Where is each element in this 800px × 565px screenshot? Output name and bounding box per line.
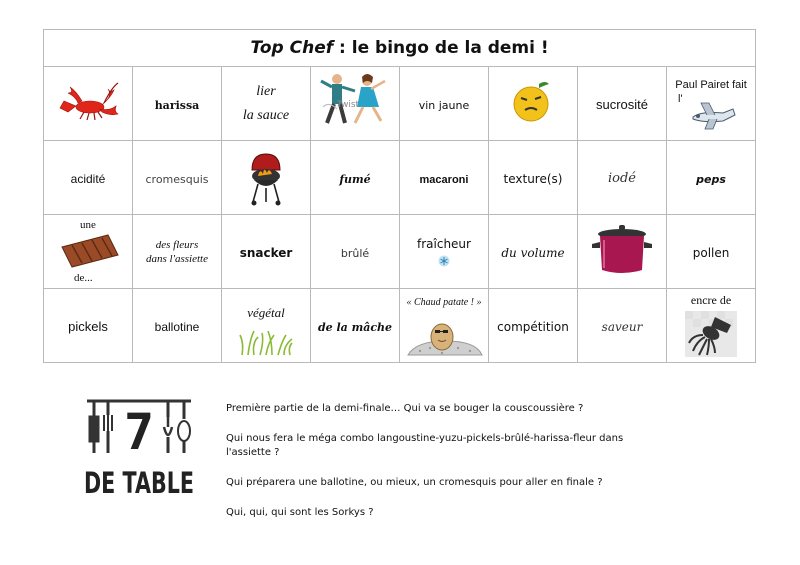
word-l: l': [678, 93, 683, 105]
word-peps: peps: [696, 173, 726, 186]
word-pickels: pickels: [68, 318, 108, 334]
plane-icon: [689, 99, 739, 131]
word-chaud-patate: « Chaud patate ! »: [406, 297, 482, 308]
word-de: de...: [74, 272, 93, 284]
note-line: Qui, qui, qui sont les Sorkys ?: [226, 507, 374, 518]
cell-patate: [400, 289, 489, 363]
word-une: une: [80, 219, 96, 231]
cell-acidite: [44, 141, 133, 215]
title-brand: Top Chef: [250, 38, 334, 58]
word-cromesquis: cromesquis: [145, 173, 209, 186]
word-brule: brûlé: [340, 247, 370, 260]
word-de-la-mache: de la mâche: [317, 321, 393, 334]
cell-harissa: [133, 67, 222, 141]
cell-fraicheur: [400, 215, 489, 289]
word-acidite: acidité: [70, 172, 106, 186]
cell-lier-la-sauce: [222, 67, 311, 141]
note-line: Qui nous fera le méga combo langoustine-yuzu-pickels-brûlé-harissa-fleur dans l'assiette ?: [226, 433, 624, 458]
title-rest: : le bingo de la demi !: [333, 38, 549, 58]
word-textures: texture(s): [503, 172, 563, 186]
word-twist: Twist: [337, 99, 360, 110]
cell-encre: [667, 289, 756, 363]
word-ballotine: ballotine: [154, 320, 200, 334]
cell-pot: [578, 215, 667, 289]
cell-ballotine: [133, 289, 222, 363]
word-saveur: saveur: [601, 320, 643, 334]
cell-paul-pairet: [667, 67, 756, 141]
potato-icon: [406, 315, 484, 359]
word-paul-pairet: Paul Pairet fait: [675, 79, 747, 91]
cell-mache: [311, 289, 400, 363]
logo-number: 7: [123, 403, 155, 461]
cell-yuzu: [489, 67, 578, 141]
cell-fleurs: [133, 215, 222, 289]
cell-peps: [667, 141, 756, 215]
cell-vin-jaune: [400, 67, 489, 141]
lobster-icon: [56, 81, 120, 123]
word-snacker: snacker: [239, 246, 293, 260]
bingo-title: [250, 38, 548, 58]
cell-volume: [489, 215, 578, 289]
pot-icon: [590, 224, 654, 276]
word-iode: iodé: [608, 171, 636, 187]
cell-twist: [311, 67, 400, 141]
word-du-volume: du volume: [501, 246, 565, 260]
cell-iode: [578, 141, 667, 215]
word-dans-l-assiette: dans l'assiette: [146, 252, 208, 265]
cell-sucrosite: [578, 67, 667, 141]
bingo-grid: [43, 29, 756, 363]
cell-barbecue: [222, 141, 311, 215]
barbecue-icon: [246, 146, 286, 206]
note-line: Qui préparera une ballotine, ou mieux, un cromesquis pour aller en finale ?: [226, 477, 603, 488]
cell-textures: [489, 141, 578, 215]
grass-icon: [238, 329, 294, 355]
cell-macaroni: [400, 141, 489, 215]
cell-snacker: [222, 215, 311, 289]
kitchen-utensils-icon: [82, 397, 196, 500]
cell-lobster: [44, 67, 133, 141]
note-line: Première partie de la demi-finale… Qui va se bouger la couscoussière ?: [226, 403, 584, 414]
logo-de-table: DE TABLE: [84, 466, 194, 500]
cell-fume: [311, 141, 400, 215]
word-competition: compétition: [497, 320, 569, 334]
cell-vegetal: [222, 289, 311, 363]
yuzu-icon: [509, 78, 557, 126]
seven-de-table-logo: [82, 397, 196, 500]
cell-brule: [311, 215, 400, 289]
word-vin-jaune: vin jaune: [418, 99, 470, 112]
word-sucrosite: sucrosité: [595, 96, 649, 112]
dancers-icon: [315, 71, 395, 133]
word-fraicheur: fraîcheur: [417, 236, 471, 251]
cell-saveur: [578, 289, 667, 363]
cell-pickels: [44, 289, 133, 363]
tile-icon: [58, 233, 122, 271]
word-pollen: pollen: [692, 246, 730, 260]
bingo-title-cell: [44, 30, 756, 67]
cell-cromesquis: [133, 141, 222, 215]
word-vegetal: végétal: [247, 305, 285, 320]
cell-competition: [489, 289, 578, 363]
word-encre-de: encre de: [690, 293, 732, 307]
cell-pollen: [667, 215, 756, 289]
word-fume: fumé: [339, 173, 371, 186]
notes-block: [226, 402, 646, 536]
word-harissa: harissa: [154, 99, 200, 112]
word-des-fleurs: des fleurs: [155, 238, 199, 251]
squid-icon: [685, 311, 737, 357]
word-lier: lier: [256, 83, 276, 99]
word-macaroni: macaroni: [419, 173, 469, 186]
word-la-sauce: la sauce: [242, 107, 290, 123]
snowflake-icon: [438, 255, 450, 267]
cell-tuile: [44, 215, 133, 289]
